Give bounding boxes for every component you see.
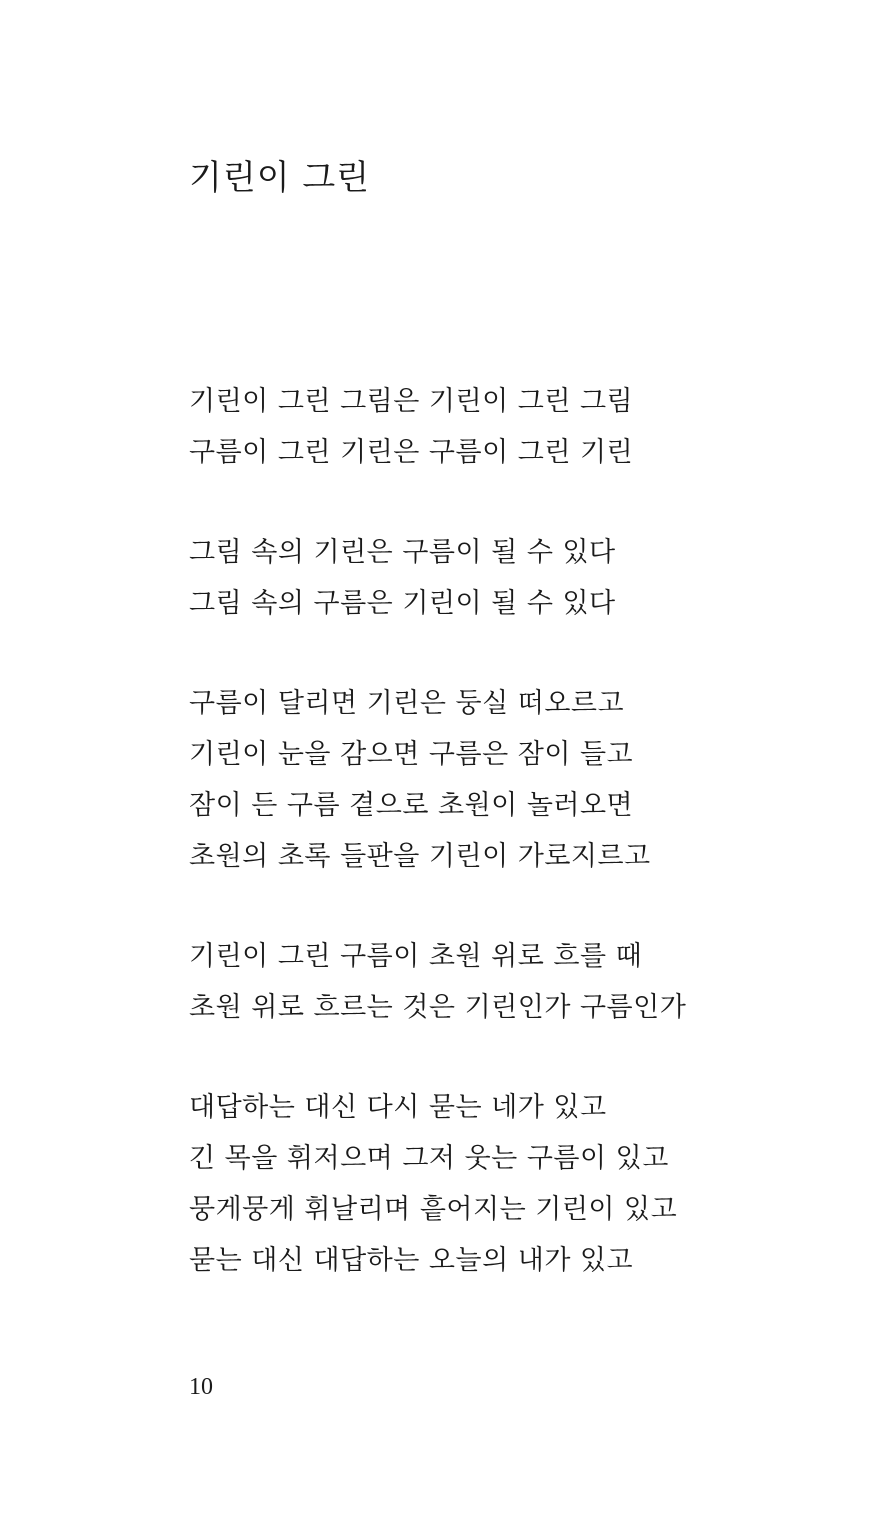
page-number: 10 [189,1374,213,1400]
stanza-2 [189,531,809,633]
stanza-3 [189,682,809,886]
poem-line: 기린이 눈을 감으면 구름은 잠이 들고 [189,739,634,770]
stanza-1 [189,380,809,482]
poem-line: 뭉게뭉게 휘날리며 흩어지는 기린이 있고 [189,1194,678,1225]
poem-line: 그림 속의 기린은 구름이 될 수 있다 [189,537,616,568]
poem-line: 초원 위로 흐르는 것은 기린인가 구름인가 [189,992,687,1023]
poem-body [189,380,809,1339]
poem-line: 구름이 그린 기린은 구름이 그린 기린 [189,437,634,468]
poem-line: 기린이 그린 구름이 초원 위로 흐를 때 [189,941,643,972]
poem-line: 잠이 든 구름 곁으로 초원이 놀러오면 [189,790,634,821]
poem-line: 초원의 초록 들판을 기린이 가로지르고 [189,841,651,872]
stanza-5 [189,1086,809,1290]
poem-line: 구름이 달리면 기린은 둥실 떠오르고 [189,688,625,719]
poem-title: 기린이 그린 [189,158,371,198]
poem-line: 기린이 그린 그림은 기린이 그린 그림 [189,386,634,417]
poem-line: 긴 목을 휘저으며 그저 웃는 구름이 있고 [189,1143,669,1174]
poem-line: 그림 속의 구름은 기린이 될 수 있다 [189,588,616,619]
poem-line: 묻는 대신 대답하는 오늘의 내가 있고 [189,1245,634,1276]
stanza-4 [189,935,809,1037]
poem-line: 대답하는 대신 다시 묻는 네가 있고 [189,1092,607,1123]
